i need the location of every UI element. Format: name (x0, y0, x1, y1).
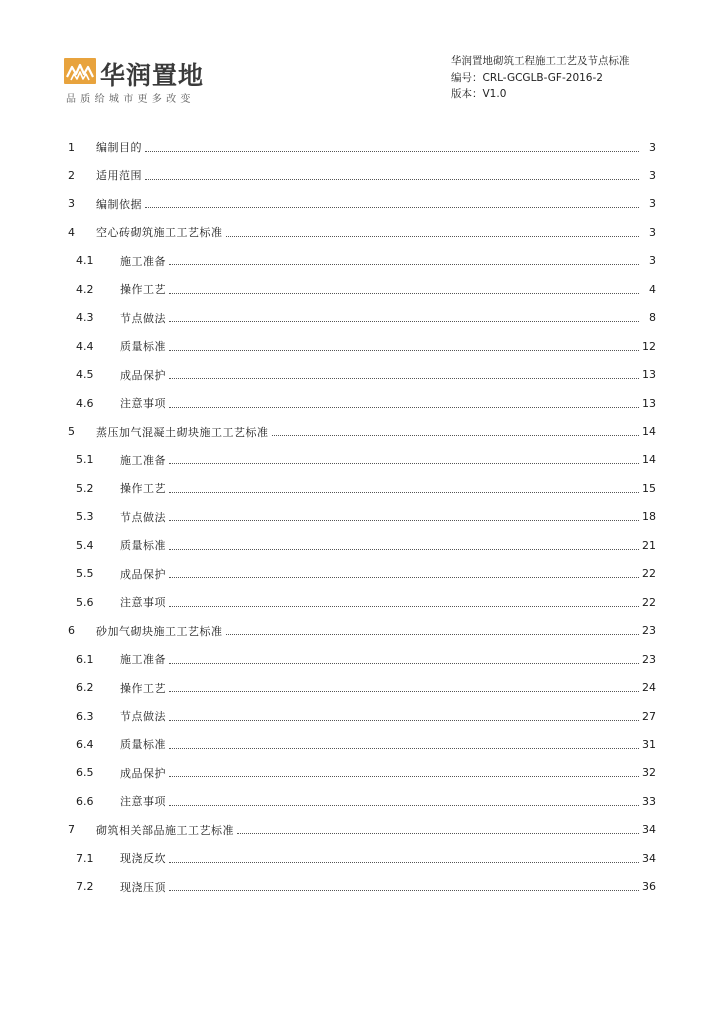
toc-dot-leader (145, 150, 639, 152)
toc-entry-title: 施工准备 (120, 653, 166, 667)
toc-entry[interactable] (66, 190, 656, 218)
toc-entry[interactable] (66, 304, 656, 332)
toc-entry[interactable] (66, 418, 656, 446)
toc-entry-page: 13 (642, 368, 656, 382)
toc-dot-leader (226, 633, 640, 635)
toc-entry-page: 14 (642, 453, 656, 467)
toc-entry-page: 21 (642, 538, 656, 552)
toc-entry[interactable] (66, 446, 656, 474)
toc-dot-leader (169, 377, 639, 379)
toc-entry-number: 7.2 (76, 880, 94, 894)
toc-entry-number: 5.6 (76, 595, 94, 609)
toc-entry-title: 节点做法 (120, 311, 166, 325)
toc-entry-number: 6.5 (76, 766, 94, 780)
toc-entry[interactable] (66, 844, 656, 872)
toc-entry[interactable] (66, 873, 656, 901)
document-title: 华润置地砌筑工程施工工艺及节点标准 (451, 55, 630, 67)
toc-dot-leader (145, 178, 639, 180)
toc-entry[interactable] (66, 787, 656, 815)
document-meta (451, 53, 630, 103)
toc-entry[interactable] (66, 389, 656, 417)
toc-entry[interactable] (66, 332, 656, 360)
toc-entry-title: 注意事项 (120, 596, 166, 610)
toc-dot-leader (169, 662, 639, 664)
toc-entry-page: 12 (642, 339, 656, 353)
toc-entry[interactable] (66, 247, 656, 275)
toc-entry-title: 节点做法 (120, 510, 166, 524)
toc-entry-number: 3 (68, 197, 75, 211)
document-number: 编号：CRL-GCGLB-GF-2016-2 (451, 71, 603, 84)
toc-entry-number: 6.1 (76, 652, 94, 666)
toc-entry-page: 36 (642, 880, 656, 894)
toc-entry-title: 空心砖砌筑施工工艺标准 (96, 226, 223, 240)
toc-entry-number: 5.4 (76, 538, 94, 552)
toc-entry-title: 操作工艺 (120, 482, 166, 496)
toc-dot-leader (169, 491, 639, 493)
toc-entry-title: 注意事项 (120, 397, 166, 411)
toc-entry-page: 27 (642, 709, 656, 723)
toc-entry[interactable] (66, 759, 656, 787)
toc-entry-number: 4.3 (76, 311, 94, 325)
toc-entry-page: 14 (642, 425, 656, 438)
toc-dot-leader (169, 889, 639, 891)
toc-entry-title: 编制目的 (96, 141, 142, 154)
toc-entry-title: 砌筑相关部品施工工艺标准 (96, 823, 234, 837)
toc-entry[interactable] (66, 275, 656, 303)
toc-dot-leader (169, 747, 639, 749)
toc-entry[interactable] (66, 560, 656, 588)
toc-dot-leader (169, 719, 639, 721)
toc-entry-number: 7 (68, 823, 75, 837)
toc-entry[interactable] (66, 588, 656, 616)
toc-entry-page: 22 (642, 595, 656, 609)
toc-entry-title: 适用范围 (96, 169, 142, 183)
toc-entry-page: 3 (649, 225, 656, 239)
toc-entry-page: 33 (642, 794, 656, 808)
toc-entry-title: 质量标准 (120, 340, 166, 354)
toc-entry-number: 4.5 (76, 368, 94, 382)
toc-entry-title: 现浇反坎 (120, 852, 166, 866)
toc-entry-title: 注意事项 (120, 795, 166, 809)
toc-dot-leader (169, 519, 639, 521)
toc-entry[interactable] (66, 702, 656, 730)
company-logo (64, 56, 214, 106)
toc-dot-leader (169, 775, 639, 777)
toc-entry-number: 5.1 (76, 453, 94, 467)
toc-dot-leader (169, 320, 639, 322)
toc-entry-number: 4.2 (76, 282, 94, 296)
toc-dot-leader (237, 832, 639, 834)
toc-entry-title: 操作工艺 (120, 681, 166, 695)
toc-entry-title: 节点做法 (120, 710, 166, 723)
toc-entry[interactable] (66, 218, 656, 246)
document-version: 版本：V1.0 (451, 88, 507, 100)
toc-entry-number: 6.4 (76, 737, 94, 751)
toc-dot-leader (226, 235, 640, 237)
toc-entry-number: 4.6 (76, 396, 94, 410)
logo-mountain-icon (64, 58, 96, 84)
toc-entry-number: 5 (68, 425, 75, 438)
toc-entry-page: 3 (649, 140, 656, 154)
toc-entry-page: 23 (642, 652, 656, 666)
toc-dot-leader (169, 690, 639, 692)
toc-entry-title: 施工准备 (120, 453, 166, 467)
toc-entry-page: 4 (649, 282, 656, 296)
toc-entry[interactable] (66, 645, 656, 673)
toc-entry[interactable] (66, 816, 656, 844)
toc-entry[interactable] (66, 161, 656, 189)
toc-dot-leader (169, 263, 639, 265)
toc-dot-leader (169, 349, 639, 351)
toc-entry-number: 5.3 (76, 510, 94, 524)
toc-entry[interactable] (66, 474, 656, 502)
toc-entry-title: 成品保护 (120, 567, 166, 581)
toc-entry-title: 编制依据 (96, 197, 142, 211)
toc-entry[interactable] (66, 133, 656, 161)
toc-entry-title: 现浇压顶 (120, 880, 166, 894)
toc-entry-title: 成品保护 (120, 368, 166, 382)
toc-entry-number: 6.6 (76, 794, 94, 808)
toc-entry-page: 23 (642, 624, 656, 638)
toc-dot-leader (169, 576, 639, 578)
toc-entry-title: 施工准备 (120, 254, 166, 268)
toc-entry[interactable] (66, 503, 656, 531)
toc-entry-number: 4.1 (76, 254, 94, 268)
toc-entry-number: 6.3 (76, 709, 94, 723)
toc-entry-page: 34 (642, 823, 656, 837)
toc-entry-number: 5.2 (76, 481, 94, 495)
toc-dot-leader (169, 462, 639, 464)
toc-entry-number: 5.5 (76, 567, 94, 581)
toc-entry-number: 7.1 (76, 851, 94, 865)
toc-entry[interactable] (66, 531, 656, 559)
toc-entry-page: 18 (642, 510, 656, 524)
page-header (0, 0, 724, 110)
toc-entry-page: 22 (642, 567, 656, 581)
toc-entry-title: 成品保护 (120, 766, 166, 780)
toc-entry-title: 操作工艺 (120, 283, 166, 297)
toc-entry-page: 13 (642, 396, 656, 410)
toc-entry-title: 蒸压加气混凝土砌块施工工艺标准 (96, 425, 269, 439)
toc-dot-leader (169, 861, 639, 863)
toc-entry-page: 3 (649, 254, 656, 268)
toc-entry[interactable] (66, 730, 656, 758)
toc-entry-page: 31 (642, 737, 656, 751)
toc-dot-leader (169, 548, 639, 550)
toc-dot-leader (169, 292, 639, 294)
toc-entry-page: 24 (642, 681, 656, 695)
toc-entry-page: 34 (642, 851, 656, 865)
toc-entry-number: 4.4 (76, 339, 94, 353)
toc-entry-number: 1 (68, 140, 75, 154)
toc-dot-leader (169, 406, 639, 408)
toc-entry-number: 2 (68, 168, 75, 182)
toc-entry-number: 6.2 (76, 681, 94, 695)
toc-entry-title: 砂加气砌块施工工艺标准 (96, 624, 223, 638)
toc-entry[interactable] (66, 361, 656, 389)
toc-dot-leader (169, 605, 639, 607)
toc-entry-page: 8 (649, 311, 656, 325)
toc-dot-leader (169, 804, 639, 806)
toc-entry-page: 32 (642, 766, 656, 780)
company-name: 华润置地 (100, 61, 205, 90)
toc-entry-number: 6 (68, 624, 75, 638)
toc-entry-title: 质量标准 (120, 738, 166, 752)
toc-entry-title: 质量标准 (120, 539, 166, 553)
toc-entry-page: 3 (649, 197, 656, 211)
toc-entry-page: 15 (642, 481, 656, 495)
company-slogan: 品质给城市更多改变 (66, 94, 195, 105)
toc-entry-page: 3 (649, 168, 656, 182)
toc-dot-leader (272, 434, 640, 436)
toc-dot-leader (145, 206, 639, 208)
toc-entry[interactable] (66, 617, 656, 645)
toc-entry[interactable] (66, 674, 656, 702)
toc-entry-number: 4 (68, 225, 75, 239)
